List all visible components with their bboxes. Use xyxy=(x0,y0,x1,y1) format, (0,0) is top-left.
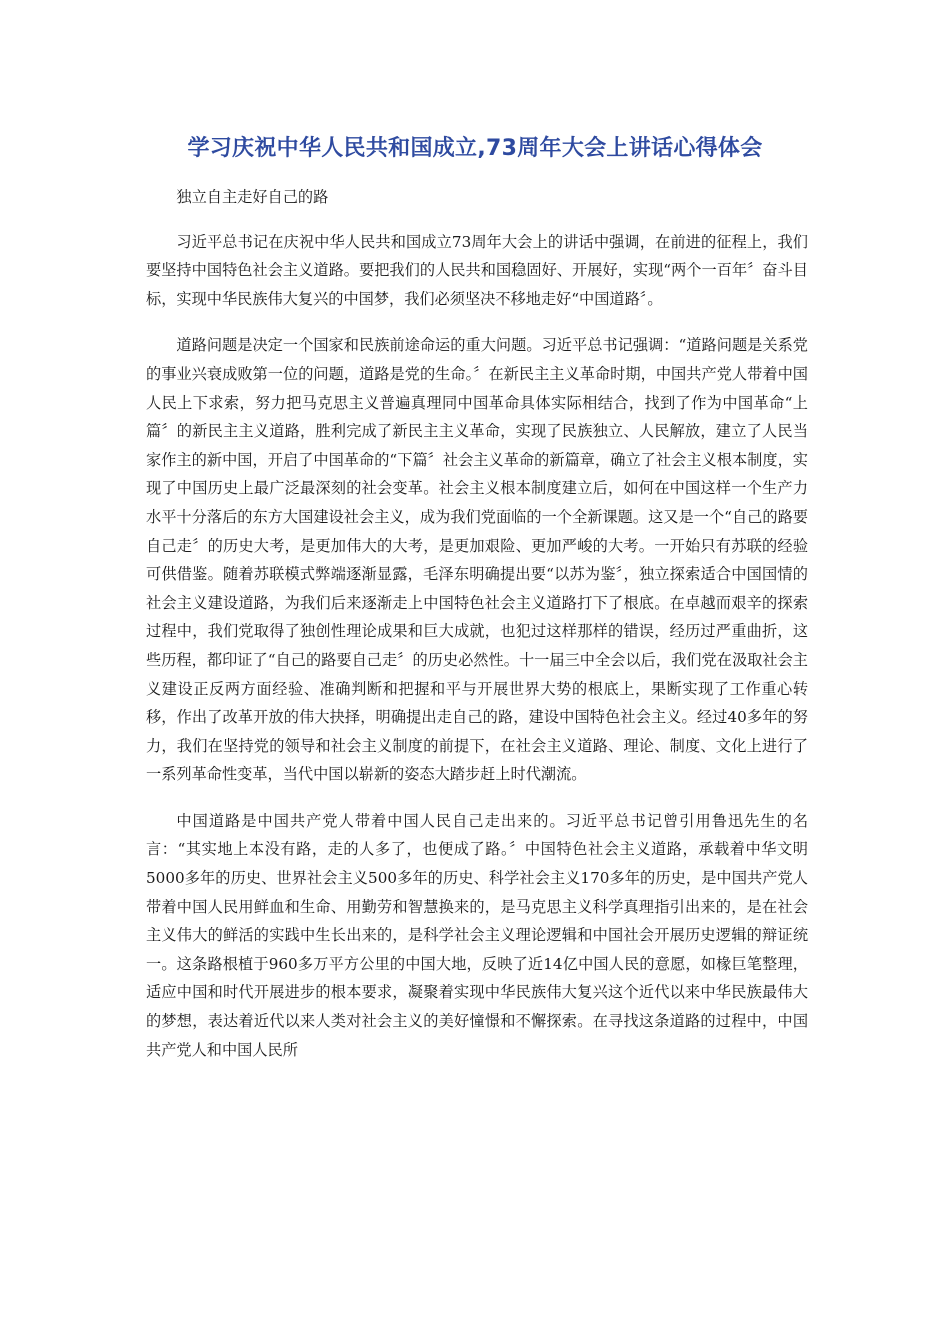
paragraph-3: 中国道路是中国共产党人带着中国人民自己走出来的。习近平总书记曾引用鲁迅先生的名言：“其实地上本没有路，走的人多了，也便成了路。〞中国特色社会主义道路，承载着中华文明5000多年的历史、世界社会主义500多年的历史、科学社会主义170多年的历史，是中国共产党人带着中国人民用鲜血和生命、用勤劳和智慧换来的，是马克思主义科学真理指引出来的，是在社会主义伟大的鲜活的实践中生长出来的，是科学社会主义理论逻辑和中国社会开展历史逻辑的辩证统一。这条路根植于960多万平方公里的中国大地，反映了近14亿中国人民的意愿，如椽巨笔整理，适应中国和时代开展进步的根本要求，凝聚着实现中华民族伟大复兴这个近代以来中华民族最伟大的梦想，表达着近代以来人类对社会主义的美好憧憬和不懈探索。在寻找这条道路的过程中，中国共产党人和中国人民所 xyxy=(146,811,808,1059)
paragraph-2: 道路问题是决定一个国家和民族前途命运的重大问题。习近平总书记强调：“道路问题是关系党的事业兴衰成败第一位的问题，道路是党的生命。〞在新民主主义革命时期，中国共产党人带着中国人民上下求索，努力把马克思主义普遍真理同中国革命具体实际相结合，找到了作为中国革命“上篇〞的新民主主义道路，胜利完成了新民主主义革命，实现了民族独立、人民解放，建立了人民当家作主的新中国，开启了中国革命的“下篇〞社会主义革命的新篇章，确立了社会主义根本制度，实现了中国历史上最广泛最深刻的社会变革。社会主义根本制度建立后，如何在中国这样一个生产力水平十分落后的东方大国建设社会主义，成为我们党面临的一个全新课题。这又是一个“自己的路要自己走〞的历史大考，是更加伟大的大考，是更加艰险、更加严峻的大考。一开始只有苏联的经验可供借鉴。随着苏联模式弊端逐渐显露，毛泽东明确提出要“以苏为鉴〞，独立探索适合中国国情的社会主义建设道路，为我们后来逐渐走上中国特色社会主义道路打下了根底。在卓越而艰辛的探索过程中，我们党取得了独创性理论成果和巨大成就，也犯过这样那样的错误，经历过严重曲折，这些历程，都印证了“自己的路要自己走〞的历史必然性。十一届三中全会以后，我们党在汲取社会主义建设正反两方面经验、准确判断和把握和平与开展世界大势的根底上，果断实现了工作重心转移，作出了改革开放的伟大抉择，明确提出走自己的路，建设中国特色社会主义。经过40多年的努力，我们在坚持党的领导和社会主义制度的前提下，在社会主义道路、理论、制度、文化上进行了一系列革命性变革，当代中国以崭新的姿态大踏步赶上时代潮流。 xyxy=(146,336,808,784)
paragraph-1: 习近平总书记在庆祝中华人民共和国成立73周年大会上的讲话中强调，在前进的征程上，我们要坚持中国特色社会主义道路。要把我们的人民共和国稳固好、开展好，实现“两个一百年〞奋斗目标，实现中华民族伟大复兴的中国梦，我们必须坚决不移地走好“中国道路〞。 xyxy=(146,232,808,308)
section-heading: 独立自主走好自己的路 xyxy=(176,188,329,206)
document-body xyxy=(146,183,808,1082)
document-title: 学习庆祝中华人民共和国成立,73周年大会上讲话心得体会 xyxy=(187,136,763,161)
